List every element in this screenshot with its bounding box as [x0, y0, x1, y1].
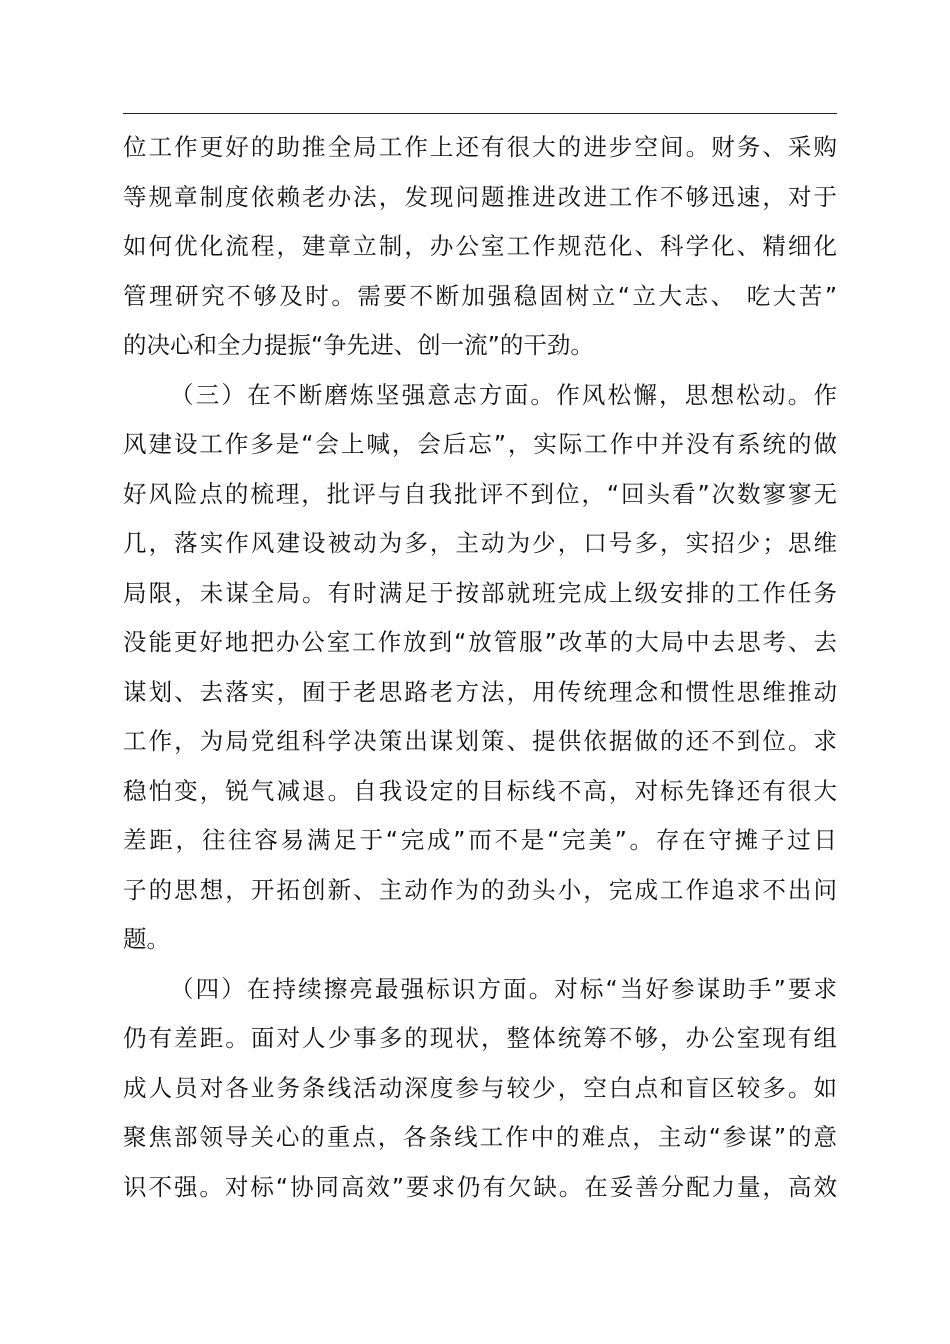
text-line: 成人员对各业务条线活动深度参与较少，空白点和盲区较多。如 [123, 1073, 837, 1102]
text-line: 没能更好地把办公室工作放到“放管服”改革的大局中去思考、去 [123, 628, 837, 656]
text-line: 聚焦部领导关心的重点，各条线工作中的难点，主动“参谋”的意 [123, 1123, 837, 1151]
text-line: （三）在不断磨炼坚强意志方面。作风松懈，思想松动。作 [170, 380, 837, 409]
text-line: 差距，往往容易满足于“完成”而不是“完美”。存在守摊子过日 [123, 826, 837, 854]
header-rule [123, 113, 837, 114]
text-line: 局限，未谋全局。有时满足于按部就班完成上级安排的工作任务 [123, 578, 837, 607]
text-line: 好风险点的梳理，批评与自我批评不到位，“回头看”次数寥寥无 [123, 479, 837, 508]
paragraph-2 [123, 371, 837, 965]
text-line: 如何优化流程，建章立制，办公室工作规范化、科学化、精细化 [123, 232, 837, 260]
document-body [123, 123, 837, 1212]
text-line: 位工作更好的助推全局工作上还有很大的进步空间。财务、采购 [123, 133, 837, 161]
text-line: 题。 [123, 925, 170, 953]
text-line: 的决心和全力提振“争先进、创一流”的干劲。 [123, 331, 594, 359]
text-line: 风建设工作多是“会上喊，会后忘”，实际工作中并没有系统的做 [123, 430, 837, 458]
paragraph-3 [123, 965, 837, 1213]
text-line: 几，落实作风建设被动为多，主动为少，口号多，实招少；思维 [123, 529, 837, 557]
text-line: 工作，为局党组科学决策出谋划策、提供依据做的还不到位。求 [123, 727, 837, 755]
text-line: 谋划、去落实，囿于老思路老方法，用传统理念和惯性思维推动 [123, 677, 837, 706]
text-line: （四）在持续擦亮最强标识方面。对标“当好参谋助手”要求 [170, 974, 837, 1003]
text-line: 等规章制度依赖老办法，发现问题推进改进工作不够迅速，对于 [123, 182, 837, 211]
text-line: 识不强。对标“协同高效”要求仍有欠缺。在妥善分配力量，高效 [123, 1172, 837, 1201]
text-line: 仍有差距。面对人少事多的现状，整体统筹不够，办公室现有组 [123, 1024, 837, 1052]
text-line: 子的思想，开拓创新、主动作为的劲头小，完成工作追求不出问 [123, 875, 837, 904]
text-line: 稳怕变，锐气减退。自我设定的目标线不高，对标先锋还有很大 [123, 776, 837, 805]
text-line: 管理研究不够及时。需要不断加强稳固树立“立大志、 吃大苦” [123, 281, 837, 310]
paragraph-1 [123, 123, 837, 371]
